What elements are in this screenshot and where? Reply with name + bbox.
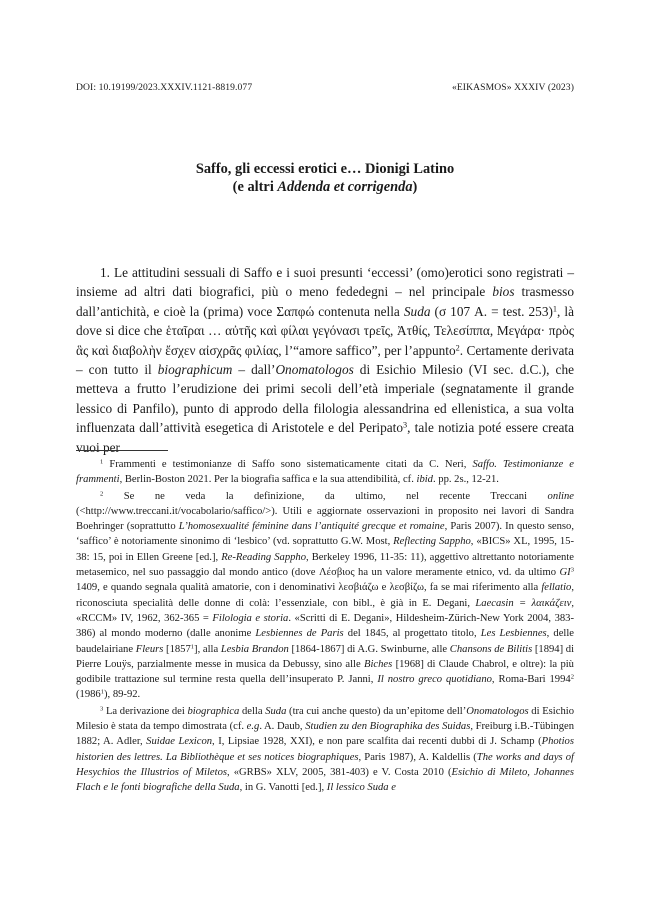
doi-label: DOI: 10.19199/2023.XXXIV.1121-8819.077 [76, 82, 253, 93]
text-run-italic: Il lessico Suda e [326, 782, 396, 794]
text-run: , in G. Vanotti [ed.], [239, 782, 327, 794]
text-run-italic: Onomatologos [466, 705, 529, 717]
text-run: ), 89-92. [104, 689, 141, 701]
text-run: , Roma-Bari 1994 [491, 674, 571, 686]
text-run: Se ne veda la definizione, da ultimo, nel recente Treccani [103, 490, 548, 502]
text-run: , Berlin-Boston 2021. Per la biografia saffica e la sua attendibilità, cf. [119, 474, 417, 486]
text-run-italic: GI [559, 567, 571, 579]
text-run: (1986 [76, 689, 101, 701]
text-run-italic: biographicum [157, 362, 233, 378]
text-run-italic: Photios historien des lettres. La Bibliothèque et ses notices biographiques [76, 736, 574, 763]
title-line-1: Saffo, gli eccessi erotici e… Dionigi Latino [195, 161, 455, 177]
text-run: [1968] di Claude Chabrol, e oltre): la più godibile trattazione sul termine resta quella dell’insuperato P. Janni, [76, 658, 574, 686]
text-run: del 1845, al progettato titolo, [343, 628, 481, 640]
text-run: . «Scritti di E. Degani», Hildesheim-Zürich-New York 2004, 383-386) al mondo moderno (dalle anonime [76, 612, 574, 640]
journal-label: «EIKASMOS» XXXIV (2023) [451, 82, 574, 93]
text-run: ], alla [194, 643, 221, 655]
text-run-italic: Chansons de Bilitis [449, 643, 533, 655]
text-run-italic: Laecasin = λαικάζειν [475, 597, 572, 609]
footnote-number: 1 [100, 458, 104, 466]
text-run-italic: biographica [187, 705, 240, 717]
text-run: di Esichio Milesio è stata da tempo dimostrata (cf. [76, 705, 574, 733]
text-run: (<http://www.treccani.it/vocabolario/saffico/>). Utili e aggiornate osservazioni in proposito nei lavori di Sandra Boehringer (soprattutto [76, 505, 574, 533]
text-run: 1. Le attitudini sessuali di Saffo e i suoi presunti ‘eccessi’ (omo)erotici sono registrati – insieme ad altri dati biografici, più o meno fededegni – nel principale [76, 265, 574, 300]
text-run-italic: Les Lesbiennes [480, 628, 547, 640]
text-run-italic: Studien zu den Biographika des Suidas [305, 721, 471, 733]
text-run: 1409, e quando segnala qualità amatorie, con i denominativi λεσβιάζω e λεσβίζω, fa se mai riferimento alla [76, 582, 542, 594]
text-run: – dall’ [232, 362, 276, 378]
text-run: . A. Daub, [259, 721, 306, 733]
footnote-ref-2[interactable]: 2 [455, 343, 460, 353]
text-run-italic: e.g [246, 721, 260, 733]
text-run: [1894] di Pierre Louÿs, parzialmente messe in musica da Debussy, sino alle [76, 643, 575, 670]
footnote-1 [76, 457, 574, 488]
text-run: , riconosciuta specialità delle donne di colà: l’essenziale, con bibl., è già in E. Degani, [76, 582, 574, 609]
text-run-italic: L’homosexualité féminine dans l’antiquité grecque et romaine [178, 521, 445, 533]
text-run-italic: Lesbia Brandon [220, 643, 289, 655]
text-run: [1864-1867] di A.G. Swinburne, alle [288, 643, 450, 655]
superscript: 3 [570, 566, 574, 574]
footnote-ref-3[interactable]: 3 [403, 420, 408, 430]
text-run-italic: Re-Reading Sappho [221, 551, 307, 563]
text-run-italic: Biches [364, 658, 393, 670]
text-run: , delle baudelairiane [76, 628, 574, 655]
text-run: [1857 [163, 643, 191, 655]
text-run-italic: Filologia e storia [212, 612, 289, 624]
text-run: , Freiburg i.B.-Tübingen 1882; A. Adler, [76, 721, 575, 748]
text-run: trasmesso dall’antichità, e cioè la (prima) voce Σαπφώ contenuta nella [76, 284, 574, 319]
footnote-ref-1[interactable]: 1 [552, 304, 558, 314]
footnote-3 [76, 704, 574, 796]
text-run-italic: online [547, 490, 574, 502]
text-run-italic: Lesbiennes de Paris [255, 628, 344, 640]
text-run: , Paris 2007). In questo senso, ‘saffico’ è notoriamente sinonimo di ‘lesbico’ (vd. soprattutto G.W. Most, [76, 521, 575, 548]
title-line-2-close: ) [412, 179, 418, 195]
text-run-italic: fellatio [541, 582, 572, 594]
text-run-italic: Saffo. Testimonianze e frammenti [76, 459, 574, 486]
text-run: . pp. 2s., 12-21. [432, 474, 499, 486]
text-run-italic: Suidae Lexicon [146, 736, 213, 748]
text-run: , «BICS» XL, 1995, 15-38: 15, poi in Ellen Greene [ed.], [76, 536, 574, 563]
text-run: . Certamente derivata – con tutto il [76, 342, 575, 378]
text-run: , «RCCM» IV, 1962, 362-365 = [76, 597, 574, 624]
text-run: (tra cui anche questo) da un’epitome dell’ [286, 705, 467, 717]
text-run-italic: bios [492, 284, 515, 300]
text-run: La derivazione dei [103, 705, 188, 717]
footnote-separator [76, 450, 168, 451]
text-run: , Paris 1987), A. Kaldellis ( [358, 751, 477, 763]
text-run: (σ 107 A. = test. 253) [430, 303, 553, 319]
text-run: , «GRBS» XLV, 2005, 381-403) e V. Costa 2010 ( [227, 766, 452, 778]
text-run: Frammenti e testimonianze di Saffo sono sistematicamente citati da C. Neri, [103, 459, 473, 470]
footnote-2 [76, 489, 574, 703]
text-run: di Esichio Milesio (VI sec. d.C.), che metteva a frutto l’erudizione dei primi secoli dell’età imperiale (segnatamente il grande lessico di Panfilo), punto di approdo della filologia alessandrina ed ellenistica, a sua volta influenzata dall’attività esegetica di Aristotele e del Peripato [76, 362, 574, 436]
text-run-italic: Esichio di Mileto, Johannes Flach e le fonti biografiche della Suda [76, 766, 575, 794]
superscript: 2 [570, 673, 574, 681]
text-run: , là dove si dice che ἑταῖραι … αὐτῆς καὶ φίλαι γεγόνασι τρεῖς, Ἀτθίς, Τελεσίππα, Μεγάρα· πρὸς ἃς καὶ διαβολὴν ἔσχεν αἰσχρᾶς φιλίας, l’“amore saffico”, per l’appunto [76, 303, 574, 358]
body-paragraph-1 [76, 263, 574, 457]
text-run-italic: Suda [265, 705, 287, 717]
footnote-number: 3 [100, 705, 104, 713]
text-run: della [239, 705, 266, 717]
text-run: , tale notizia poté essere creata vuoi per [76, 420, 574, 455]
footnote-number: 2 [100, 489, 104, 497]
text-run-italic: Suda [403, 303, 431, 319]
title-line-2-open: (e altri [232, 179, 278, 195]
superscript: 1 [190, 642, 195, 650]
text-run-italic: ibid [416, 474, 433, 486]
text-run: , Berkeley 1996, 11-35: 11), aggettivo altrettanto notoriamente metasemico, nel suo passaggio dal mondo antico (dove Λέσβιος ha un valore meramente etnico, vd. da ultimo [76, 551, 574, 579]
title-line-2-italic: Addenda et corrigenda [277, 179, 413, 195]
title-line-2 [76, 178, 574, 196]
superscript: 1 [100, 688, 104, 696]
text-run-italic: The works and days of Hesychios the Illustrios of Miletos [76, 751, 574, 778]
text-run: , I, Lipsiae 1928, XXI), e non pare scalfita dai recenti dubbi di J. Schamp ( [212, 736, 542, 748]
text-run-italic: Reflecting Sappho [393, 536, 471, 548]
footnotes [76, 457, 574, 797]
article-title [76, 160, 574, 196]
text-run-italic: Il nostro greco quotidiano [377, 674, 492, 686]
text-run-italic: Fleurs [135, 643, 164, 655]
text-run-italic: Onomatologos [275, 362, 354, 378]
